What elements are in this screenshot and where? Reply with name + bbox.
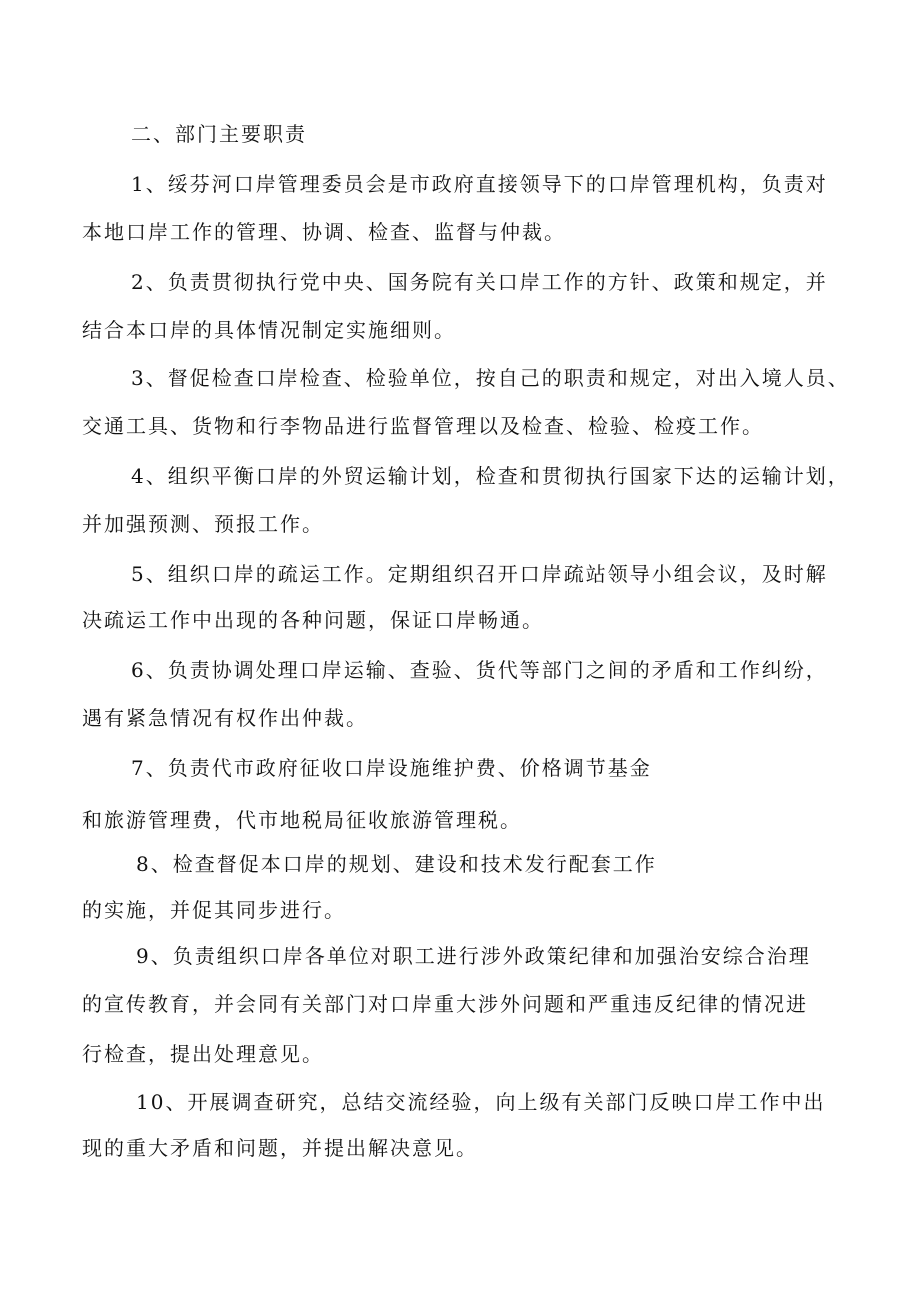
section-title: 二、部门主要职责 (131, 122, 307, 146)
duty-item-2-line-1: 2、负责贯彻执行党中央、国务院有关口岸工作的方针、政策和规定，并 (131, 270, 828, 294)
duty-item-6-line-2: 遇有紧急情况有权作出仲裁。 (82, 706, 368, 730)
duty-item-7-line-1: 7、负责代市政府征收口岸设施维护费、价格调节基金 (131, 756, 652, 780)
duty-item-2-line-2: 结合本口岸的具体情况制定实施细则。 (82, 318, 456, 342)
duty-item-3-line-1: 3、督促检查口岸检查、检验单位，按自己的职责和规定，对出入境人员、 (131, 366, 850, 390)
duty-item-9-line-2: 的宣传教育，并会同有关部门对口岸重大涉外问题和严重违反纪律的情况进 (82, 992, 808, 1016)
duty-item-5-line-2: 决疏运工作中出现的各种问题，保证口岸畅通。 (82, 608, 544, 632)
duty-item-5-line-1: 5、组织口岸的疏运工作。定期组织召开口岸疏站领导小组会议，及时解 (131, 562, 828, 586)
duty-item-7-line-2: 和旅游管理费，代市地税局征收旅游管理税。 (82, 808, 522, 832)
duty-item-3-line-2: 交通工具、货物和行李物品进行监督管理以及检查、检验、检疫工作。 (82, 414, 764, 438)
duty-item-6-line-1: 6、负责协调处理口岸运输、查验、货代等部门之间的矛盾和工作纠纷， (131, 658, 828, 682)
duty-item-1-line-2: 本地口岸工作的管理、协调、检查、监督与仲裁。 (82, 220, 566, 244)
duty-item-4-line-1: 4、组织平衡口岸的外贸运输计划，检查和贯彻执行国家下达的运输计划， (131, 464, 850, 488)
duty-item-10-line-1: 10、开展调查研究，总结交流经验，向上级有关部门反映口岸工作中出 (136, 1090, 826, 1114)
duty-item-1-line-1: 1、绥芬河口岸管理委员会是市政府直接领导下的口岸管理机构，负责对 (131, 172, 828, 196)
duty-item-9-line-1: 9、负责组织口岸各单位对职工进行涉外政策纪律和加强治安综合治理 (136, 944, 811, 968)
duty-item-4-line-2: 并加强预测、预报工作。 (82, 512, 324, 536)
duty-item-8-line-2: 的实施，并促其同步进行。 (82, 898, 346, 922)
duty-item-10-line-2: 现的重大矛盾和问题，并提出解决意见。 (82, 1136, 478, 1160)
duty-item-9-line-3: 行检查，提出处理意见。 (82, 1042, 324, 1066)
duty-item-8-line-1: 8、检查督促本口岸的规划、建设和技术发行配套工作 (136, 852, 657, 876)
